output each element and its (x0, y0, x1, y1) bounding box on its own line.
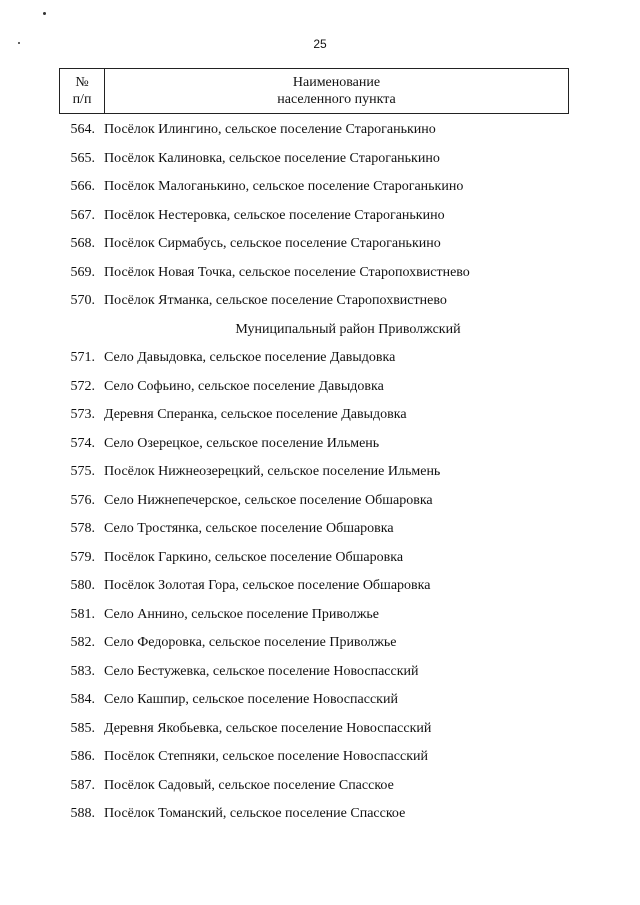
item-name: Село Озерецкое, сельское поселение Ильмень (104, 435, 380, 451)
item-name: Село Давыдовка, сельское поселение Давыдовка (104, 350, 396, 366)
item-number: 579. (70, 549, 95, 565)
item-number: 569. (70, 264, 95, 280)
header-name-line2: населенного пункта (277, 92, 396, 107)
item-name: Село Федоровка, сельское поселение Приволжье (104, 635, 397, 651)
item-name: Посёлок Илингино, сельское поселение Староганькино (104, 122, 436, 138)
item-number: 564. (70, 122, 95, 138)
scan-speck (43, 12, 46, 15)
item-name: Посёлок Золотая Гора, сельское поселение Обшаровка (104, 578, 431, 594)
header-name-column (105, 69, 568, 113)
item-number: 568. (70, 236, 95, 252)
item-name: Село Кашпир, сельское поселение Новоспасский (104, 692, 398, 708)
list-item (0, 743, 640, 772)
list-item (0, 401, 640, 430)
item-number: 588. (70, 806, 95, 822)
item-name: Село Аннино, сельское поселение Приволжье (104, 606, 379, 622)
item-name: Посёлок Степняки, сельское поселение Новоспасский (104, 749, 428, 765)
item-name: Посёлок Сирмабусь, сельское поселение Староганькино (104, 236, 441, 252)
list-item (0, 772, 640, 801)
item-number: 576. (70, 492, 95, 508)
item-name: Посёлок Нестеровка, сельское поселение Староганькино (104, 207, 445, 223)
item-number: 583. (70, 663, 95, 679)
item-name: Посёлок Новая Точка, сельское поселение Старопохвистнево (104, 264, 470, 280)
item-name: Деревня Сперанка, сельское поселение Давыдовка (104, 407, 407, 423)
item-name: Посёлок Калиновка, сельское поселение Староганькино (104, 150, 440, 166)
item-number: 574. (70, 435, 95, 451)
item-number: 566. (70, 179, 95, 195)
item-number: 572. (70, 378, 95, 394)
list-item (0, 487, 640, 516)
item-number: 585. (70, 720, 95, 736)
list-item (0, 458, 640, 487)
item-name: Село Нижнепечерское, сельское поселение Обшаровка (104, 492, 433, 508)
list-item (0, 145, 640, 174)
header-number-abbrev: п/п (72, 92, 92, 107)
list-item (0, 116, 640, 145)
list-item (0, 715, 640, 744)
section-heading: Муниципальный район Приволжский (235, 321, 461, 337)
list-item (0, 544, 640, 573)
settlement-list (0, 116, 640, 829)
item-number: 581. (70, 606, 95, 622)
item-number: 582. (70, 635, 95, 651)
list-item (0, 202, 640, 231)
item-name: Село Софьино, сельское поселение Давыдовка (104, 378, 384, 394)
item-number: 575. (70, 464, 95, 480)
list-item (0, 430, 640, 459)
item-number: 584. (70, 692, 95, 708)
item-name: Село Тростянка, сельское поселение Обшаровка (104, 521, 394, 537)
item-number: 567. (70, 207, 95, 223)
item-number: 578. (70, 521, 95, 537)
header-name-line1: Наименование (292, 75, 381, 90)
item-name: Посёлок Гаркино, сельское поселение Обшаровка (104, 549, 404, 565)
item-name: Село Бестужевка, сельское поселение Новоспасский (104, 663, 419, 679)
item-number: 580. (70, 578, 95, 594)
item-name: Посёлок Садовый, сельское поселение Спасское (104, 777, 394, 793)
item-name: Посёлок Томанский, сельское поселение Спасское (104, 806, 406, 822)
list-item (0, 572, 640, 601)
header-number-column (60, 69, 105, 113)
item-name: Посёлок Малоганькино, сельское поселение Староганькино (104, 179, 464, 195)
list-item (0, 658, 640, 687)
item-name: Деревня Якобьевка, сельское поселение Новоспасский (104, 720, 432, 736)
page-number: 25 (313, 37, 327, 51)
item-number: 565. (70, 150, 95, 166)
list-item (0, 800, 640, 829)
list-item (0, 173, 640, 202)
item-number: 573. (70, 407, 95, 423)
list-item (0, 287, 640, 316)
list-item (0, 373, 640, 402)
list-item (0, 515, 640, 544)
list-item (0, 601, 640, 630)
item-name: Посёлок Нижнеозерецкий, сельское поселение Ильмень (104, 464, 441, 480)
item-number: 570. (70, 293, 95, 309)
item-number: 586. (70, 749, 95, 765)
list-item (0, 629, 640, 658)
list-item (0, 230, 640, 259)
list-item (0, 344, 640, 373)
header-number-symbol: № (75, 75, 89, 90)
list-item (0, 259, 640, 288)
table-header (59, 68, 569, 114)
item-number: 587. (70, 777, 95, 793)
list-item (0, 686, 640, 715)
item-name: Посёлок Ятманка, сельское поселение Старопохвистнево (104, 293, 447, 309)
item-number: 571. (70, 350, 95, 366)
